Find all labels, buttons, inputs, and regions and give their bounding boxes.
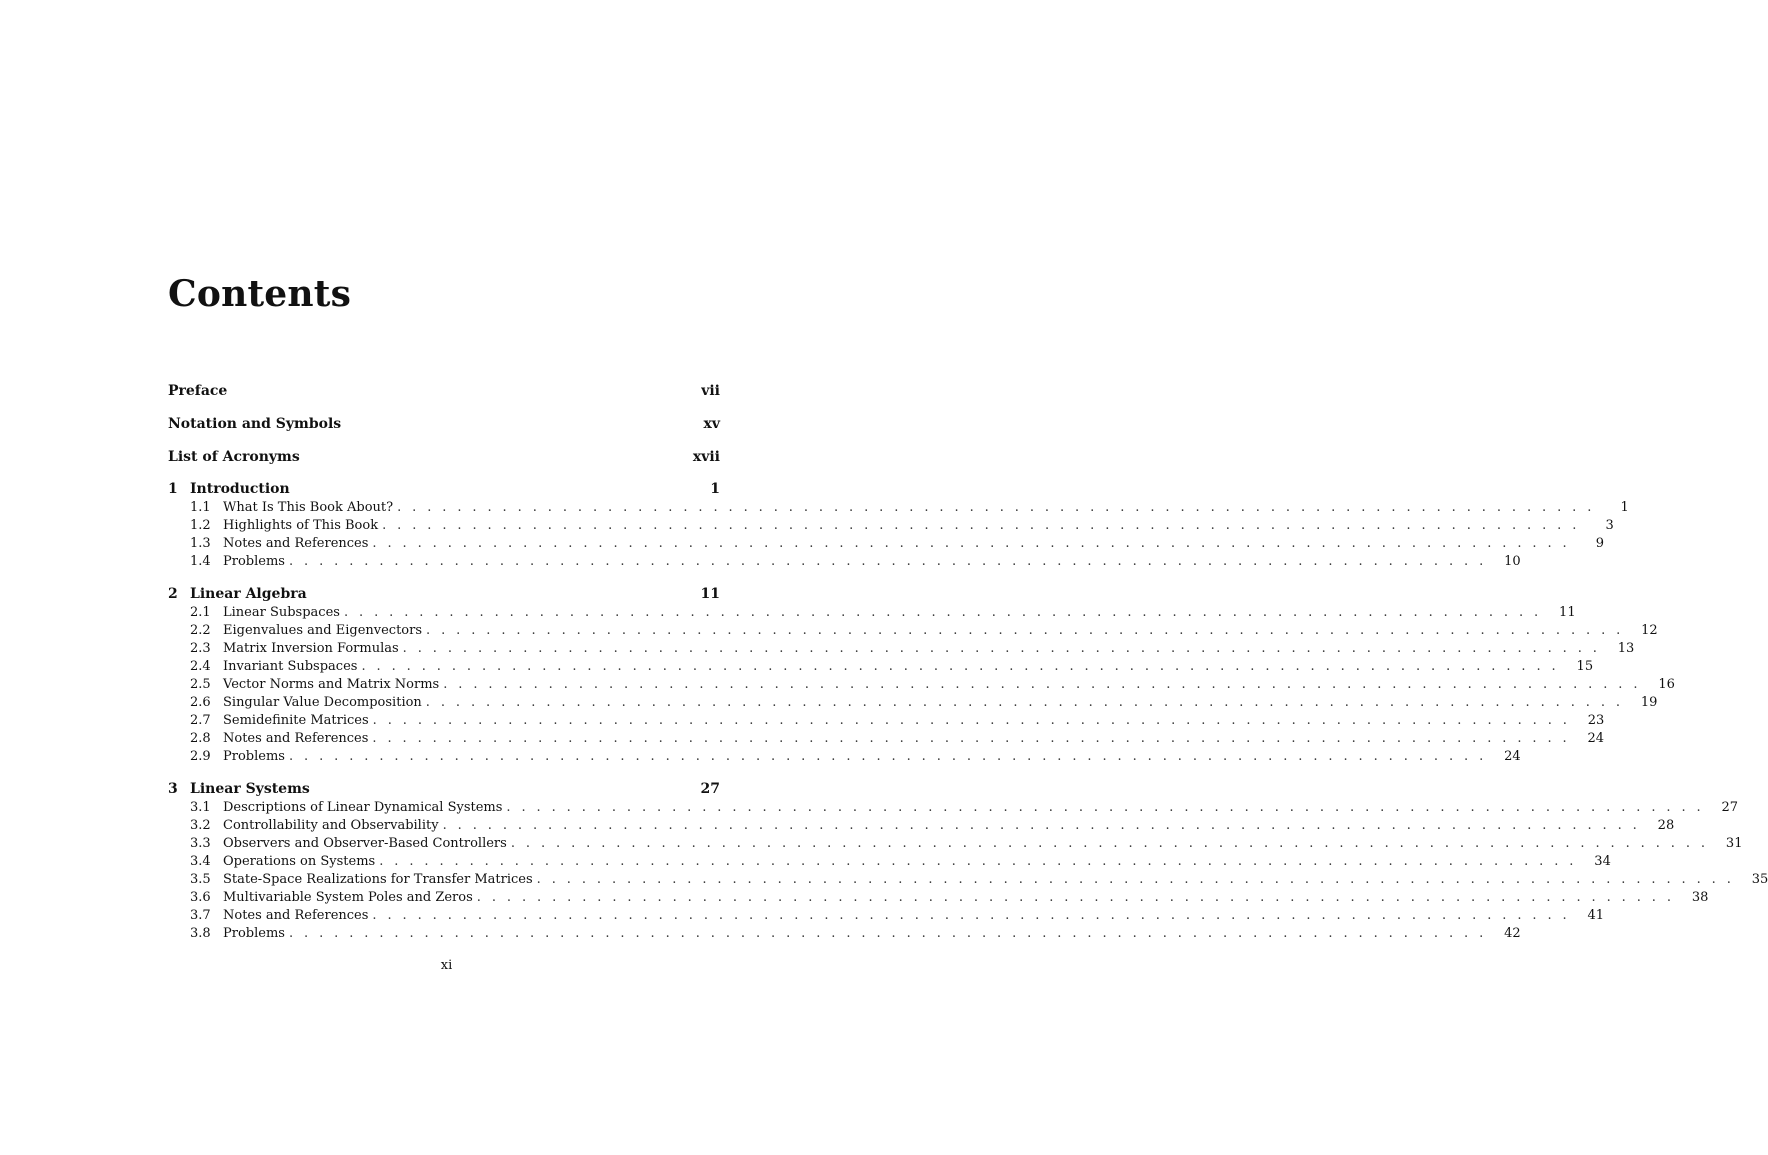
section-title: Descriptions of Linear Dynamical Systems — [223, 800, 503, 815]
section-title: Observers and Observer-Based Controllers — [223, 836, 507, 851]
chapter-title: Introduction — [190, 481, 290, 497]
chapter-title: Linear Algebra — [190, 586, 307, 602]
page-number: xi — [440, 958, 453, 973]
section-entry — [168, 535, 1605, 553]
chapter-number: 2 — [168, 586, 178, 602]
section-number: 1.4 — [190, 554, 211, 569]
section-page: 13 — [1617, 641, 1635, 656]
section-title: Problems — [223, 926, 285, 941]
section-entry — [168, 748, 1521, 766]
dot-leader: . . . . . . . . . . . . . . . . . . . . . . . . . . . . . . . . . . . . . . . . . . . . . . . . . . . . . . . . . . . . . . . . . . . . . . . . . . . . . . . . — [372, 731, 1571, 746]
dot-leader: . . . . . . . . . . . . . . . . . . . . . . . . . . . . . . . . . . . . . . . . . . . . . . . . . . . . . . . . . . . . . . . . . . . . . . . . . . . . . . . . — [379, 854, 1577, 869]
section-title: Invariant Subspaces — [223, 659, 358, 674]
dot-leader: . . . . . . . . . . . . . . . . . . . . . . . . . . . . . . . . . . . . . . . . . . . . . . . . . . . . . . . . . . . . . . . . . . . . . . . . . . . . . . . . — [510, 836, 1709, 851]
section-title: Notes and References — [223, 536, 369, 551]
section-number: 1.2 — [190, 518, 211, 533]
section-page: 10 — [1504, 554, 1521, 569]
section-page: 27 — [1721, 800, 1739, 815]
dot-leader: . . . . . . . . . . . . . . . . . . . . . . . . . . . . . . . . . . . . . . . . . . . . . . . . . . . . . . . . . . . . . . . . . . . . . . . . . . . . . . . . — [506, 800, 1705, 815]
section-page: 19 — [1640, 695, 1658, 710]
section-number: 2.4 — [190, 659, 211, 674]
dot-leader: . . . . . . . . . . . . . . . . . . . . . . . . . . . . . . . . . . . . . . . . . . . . . . . . . . . . . . . . . . . . . . . . . . . . . . . . . . . . . . . . — [382, 518, 1580, 533]
section-number: 2.6 — [190, 695, 211, 710]
section-page: 35 — [1751, 872, 1768, 887]
section-entry — [168, 604, 1576, 622]
section-page: 24 — [1504, 749, 1521, 764]
section-number: 2.8 — [190, 731, 211, 746]
chapter-heading — [168, 480, 720, 499]
front-matter — [168, 381, 720, 467]
dot-leader: . . . . . . . . . . . . . . . . . . . . . . . . . . . . . . . . . . . . . . . . . . . . . . . . . . . . . . . . . . . . . . . . . . . . . . . . . . . . . . . . — [288, 926, 1487, 941]
section-page: 24 — [1587, 731, 1605, 746]
dot-leader: . . . . . . . . . . . . . . . . . . . . . . . . . . . . . . . . . . . . . . . . . . . . . . . . . . . . . . . . . . . . . . . . . . . . . . . . . . . . . . . . — [397, 500, 1595, 515]
dot-leader: . . . . . . . . . . . . . . . . . . . . . . . . . . . . . . . . . . . . . . . . . . . . . . . . . . . . . . . . . . . . . . . . . . . . . . . . . . . . . . . . — [425, 695, 1624, 710]
section-title: Operations on Systems — [223, 854, 376, 869]
section-entry — [168, 676, 1675, 694]
section-number: 2.1 — [190, 605, 211, 620]
dot-leader: . . . . . . . . . . . . . . . . . . . . . . . . . . . . . . . . . . . . . . . . . . . . . . . . . . . . . . . . . . . . . . . . . . . . . . . . . . . . . . . . — [372, 713, 1571, 728]
chapter-number: 3 — [168, 781, 178, 797]
section-title: Semidefinite Matrices — [223, 713, 369, 728]
section-number: 2.7 — [190, 713, 211, 728]
section-title: State-Space Realizations for Transfer Matrices — [223, 872, 533, 887]
section-entry — [168, 499, 1629, 517]
section-page: 3 — [1605, 518, 1614, 533]
section-title: Singular Value Decomposition — [223, 695, 422, 710]
section-page: 15 — [1576, 659, 1594, 674]
dot-leader: . . . . . . . . . . . . . . . . . . . . . . . . . . . . . . . . . . . . . . . . . . . . . . . . . . . . . . . . . . . . . . . . . . . . . . . . . . . . . . . . — [288, 554, 1487, 569]
section-title: Notes and References — [223, 731, 369, 746]
chapter-list — [168, 480, 1768, 943]
entry-page: xv — [703, 416, 720, 432]
section-number: 3.5 — [190, 872, 211, 887]
section-number: 2.9 — [190, 749, 211, 764]
section-entry — [168, 907, 1605, 925]
section-entry — [168, 799, 1739, 817]
section-page: 38 — [1691, 890, 1709, 905]
section-page: 1 — [1620, 500, 1629, 515]
section-page: 31 — [1725, 836, 1743, 851]
chapter — [168, 780, 1768, 943]
section-page: 12 — [1641, 623, 1658, 638]
section-title: Controllability and Observability — [223, 818, 439, 833]
section-number: 3.1 — [190, 800, 211, 815]
front-matter-entry — [168, 414, 720, 434]
section-entry — [168, 640, 1635, 658]
section-page: 42 — [1504, 926, 1521, 941]
section-title: Multivariable System Poles and Zeros — [223, 890, 473, 905]
chapter — [168, 585, 1675, 766]
section-number: 2.2 — [190, 623, 211, 638]
section-entry — [168, 622, 1658, 640]
dot-leader: . . . . . . . . . . . . . . . . . . . . . . . . . . . . . . . . . . . . . . . . . . . . . . . . . . . . . . . . . . . . . . . . . . . . . . . . . . . . . . . . — [426, 623, 1624, 638]
section-page: 23 — [1587, 713, 1605, 728]
section-page: 9 — [1595, 536, 1605, 551]
section-number: 3.7 — [190, 908, 211, 923]
section-title: Vector Norms and Matrix Norms — [223, 677, 440, 692]
entry-title: Notation and Symbols — [168, 416, 342, 432]
section-number: 3.6 — [190, 890, 211, 905]
section-page: 11 — [1559, 605, 1576, 620]
entry-title: List of Acronyms — [168, 449, 300, 465]
table-of-contents — [168, 381, 1768, 957]
section-entry — [168, 853, 1611, 871]
dot-leader: . . . . . . . . . . . . . . . . . . . . . . . . . . . . . . . . . . . . . . . . . . . . . . . . . . . . . . . . . . . . . . . . . . . . . . . . . . . . . . . . — [372, 908, 1571, 923]
dot-leader: . . . . . . . . . . . . . . . . . . . . . . . . . . . . . . . . . . . . . . . . . . . . . . . . . . . . . . . . . . . . . . . . . . . . . . . . . . . . . . . . — [443, 677, 1641, 692]
section-title: Notes and References — [223, 908, 369, 923]
dot-leader: . . . . . . . . . . . . . . . . . . . . . . . . . . . . . . . . . . . . . . . . . . . . . . . . . . . . . . . . . . . . . . . . . . . . . . . . . . . . . . . . — [476, 890, 1675, 905]
dot-leader: . . . . . . . . . . . . . . . . . . . . . . . . . . . . . . . . . . . . . . . . . . . . . . . . . . . . . . . . . . . . . . . . . . . . . . . . . . . . . . . . — [536, 872, 1735, 887]
section-entry — [168, 553, 1521, 571]
section-title: Matrix Inversion Formulas — [223, 641, 399, 656]
section-entry — [168, 517, 1614, 535]
section-number: 1.1 — [190, 500, 211, 515]
chapter-heading — [168, 780, 720, 799]
section-number: 3.2 — [190, 818, 211, 833]
section-entry — [168, 817, 1675, 835]
chapter-page: 1 — [710, 481, 720, 497]
entry-page: vii — [701, 383, 720, 399]
section-number: 1.3 — [190, 536, 211, 551]
dot-leader: . . . . . . . . . . . . . . . . . . . . . . . . . . . . . . . . . . . . . . . . . . . . . . . . . . . . . . . . . . . . . . . . . . . . . . . . . . . . . . . . — [288, 749, 1487, 764]
page-title: Contents — [168, 273, 352, 315]
section-number: 3.4 — [190, 854, 211, 869]
section-page: 41 — [1587, 908, 1605, 923]
section-page: 16 — [1658, 677, 1675, 692]
dot-leader: . . . . . . . . . . . . . . . . . . . . . . . . . . . . . . . . . . . . . . . . . . . . . . . . . . . . . . . . . . . . . . . . . . . . . . . . . . . . . . . . — [361, 659, 1560, 674]
section-title: Highlights of This Book — [223, 518, 379, 533]
section-title: Problems — [223, 554, 285, 569]
section-entry — [168, 925, 1521, 943]
section-number: 3.8 — [190, 926, 211, 941]
entry-page: xvii — [692, 449, 720, 465]
section-number: 2.5 — [190, 677, 211, 692]
section-page: 34 — [1594, 854, 1611, 869]
section-title: Eigenvalues and Eigenvectors — [223, 623, 423, 638]
chapter-heading — [168, 585, 720, 604]
front-matter-entry — [168, 381, 720, 401]
dot-leader: . . . . . . . . . . . . . . . . . . . . . . . . . . . . . . . . . . . . . . . . . . . . . . . . . . . . . . . . . . . . . . . . . . . . . . . . . . . . . . . . — [372, 536, 1571, 551]
section-entry — [168, 658, 1594, 676]
chapter-page: 27 — [700, 781, 720, 797]
front-matter-entry — [168, 447, 720, 467]
section-number: 3.3 — [190, 836, 211, 851]
section-title: Problems — [223, 749, 285, 764]
chapter-page: 11 — [700, 586, 720, 602]
section-entry — [168, 871, 1768, 889]
chapter — [168, 480, 1629, 571]
section-entry — [168, 694, 1658, 712]
section-number: 2.3 — [190, 641, 211, 656]
section-title: Linear Subspaces — [223, 605, 340, 620]
dot-leader: . . . . . . . . . . . . . . . . . . . . . . . . . . . . . . . . . . . . . . . . . . . . . . . . . . . . . . . . . . . . . . . . . . . . . . . . . . . . . . . . — [402, 641, 1601, 656]
section-entry — [168, 730, 1605, 748]
section-entry — [168, 712, 1605, 730]
section-page: 28 — [1657, 818, 1675, 833]
dot-leader: . . . . . . . . . . . . . . . . . . . . . . . . . . . . . . . . . . . . . . . . . . . . . . . . . . . . . . . . . . . . . . . . . . . . . . . . . . . . . . . . — [343, 605, 1542, 620]
section-entry — [168, 835, 1743, 853]
entry-title: Preface — [168, 383, 228, 399]
chapter-title: Linear Systems — [190, 781, 310, 797]
section-title: What Is This Book About? — [223, 500, 394, 515]
section-entry — [168, 889, 1709, 907]
dot-leader: . . . . . . . . . . . . . . . . . . . . . . . . . . . . . . . . . . . . . . . . . . . . . . . . . . . . . . . . . . . . . . . . . . . . . . . . . . . . . . . . — [442, 818, 1641, 833]
chapter-number: 1 — [168, 481, 178, 497]
